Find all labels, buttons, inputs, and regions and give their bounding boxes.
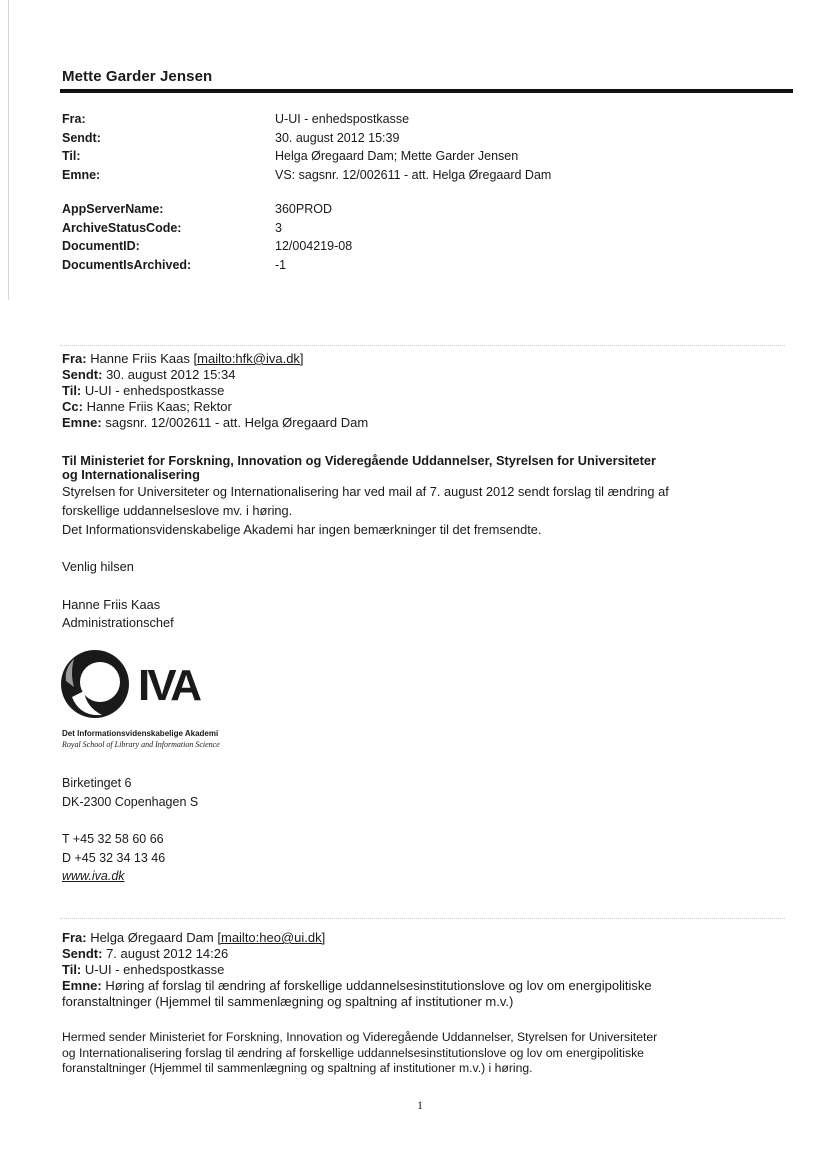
to-value: Helga Øregaard Dam; Mette Garder Jensen (275, 149, 519, 163)
phone-t: T +45 32 58 60 66 (62, 832, 164, 846)
m2-from-name: Helga Øregaard Dam (90, 930, 214, 945)
m1-cc-label: Cc: (62, 399, 83, 414)
appserver-value: 360PROD (275, 202, 332, 216)
m2-sent-value: 7. august 2012 14:26 (106, 946, 229, 961)
header-divider (60, 89, 793, 93)
mailbox-owner-name: Mette Garder Jensen (62, 68, 213, 85)
message-separator-2 (60, 918, 785, 919)
message1-header (62, 351, 792, 431)
m2-body-line3: foranstaltninger (Hjemmel til sammenlægning og spaltning af institutioner m.v.) i høring. (62, 1061, 533, 1075)
logo-org-subtitle: Royal School of Library and Information Science (62, 740, 220, 749)
document-id-value: 12/004219-08 (275, 239, 353, 253)
message2-header (62, 930, 792, 1010)
from-label: Fra: (62, 112, 86, 126)
signer-title: Administrationschef (62, 615, 174, 630)
m1-body-line2: forskellige uddannelseslove mv. i høring. (62, 503, 293, 518)
archive-status-value: 3 (275, 220, 282, 235)
archive-status-label: ArchiveStatusCode: (62, 220, 182, 235)
phone-block (62, 830, 165, 886)
m1-title-line2: og Internationalisering (62, 467, 200, 482)
m2-to-label: Til: (62, 962, 82, 977)
m1-sent-label: Sendt: (62, 367, 103, 382)
m2-to-value: U-UI - enhedspostkasse (84, 962, 225, 977)
m2-subject-line1: Høring af forslag til ændring af forskellige uddannelsesinstitutionslove og lov om energipolitiske (105, 978, 652, 993)
is-archived-value: -1 (275, 257, 287, 272)
message-separator (60, 345, 785, 346)
logo-org-name: Det Informationsvidenskabelige Akademi (62, 729, 219, 738)
iva-logo-emblem (61, 650, 129, 718)
m2-from-label: Fra: (62, 930, 87, 945)
address-line2: DK-2300 Copenhagen S (62, 794, 199, 809)
m2-sent-label: Sendt: (62, 946, 103, 961)
message2-body (62, 1030, 762, 1077)
signer-name: Hanne Friis Kaas (62, 597, 161, 612)
m2-body-line2: og Internationalisering forslag til ændring af forskellige uddannelsesinstitutionslove og lov om energipolitiske (62, 1045, 644, 1060)
sent-value: 30. august 2012 15:39 (275, 130, 400, 145)
from-value: U-UI - enhedspostkasse (275, 112, 410, 126)
m1-sent-value: 30. august 2012 15:34 (106, 367, 236, 382)
m1-to-label: Til: (62, 383, 82, 398)
m2-mailto-link[interactable]: [mailto:heo@ui.dk] (217, 930, 326, 945)
m1-title-line1: Til Ministeriet for Forskning, Innovation og Videregående Uddannelser, Styrelsen for Universiteter (62, 453, 657, 468)
subject-value: VS: sagsnr. 12/002611 - att. Helga Øregaard Dam (275, 167, 552, 182)
m1-body-line3: Det Informationsvidenskabelige Akademi har ingen bemærkninger til det fremsendte. (62, 522, 542, 537)
page-number: 1 (417, 1098, 423, 1112)
phone-d: D +45 32 34 13 46 (62, 850, 166, 865)
message1-body (62, 454, 767, 539)
margin-rule (8, 0, 9, 300)
email-header (62, 110, 782, 184)
subject-label: Emne: (62, 167, 101, 182)
archive-metadata (62, 200, 782, 274)
to-label: Til: (62, 149, 81, 163)
m1-to-value: U-UI - enhedspostkasse (84, 383, 225, 398)
document-id-label: DocumentID: (62, 239, 140, 253)
m1-body-line1: Styrelsen for Universiteter og Internationalisering har ved mail af 7. august 2012 sendt forslag til ændring af (62, 484, 669, 499)
m1-mailto-link[interactable]: [mailto:hfk@iva.dk] (193, 351, 304, 366)
appserver-label: AppServerName: (62, 202, 164, 216)
m1-from-name: Hanne Friis Kaas (90, 351, 190, 366)
address-block (62, 774, 198, 811)
m2-body-line1: Hermed sender Ministeriet for Forskning, Innovation og Videregående Uddannelser, Styrelsen for Universiteter (62, 1030, 658, 1044)
m2-subject-label: Emne: (62, 978, 102, 993)
website-link[interactable]: www.iva.dk (62, 869, 125, 883)
m1-subject-value: sagsnr. 12/002611 - att. Helga Øregaard Dam (105, 415, 369, 430)
m1-from-label: Fra: (62, 351, 87, 366)
sent-label: Sendt: (62, 130, 101, 145)
iva-logo-text: IVA (138, 661, 200, 710)
address-line1: Birketinget 6 (62, 776, 132, 790)
greeting: Venlig hilsen (62, 559, 134, 574)
m2-subject-line2: foranstaltninger (Hjemmel til sammenlægning og spaltning af institutioner m.v.) (62, 994, 514, 1009)
is-archived-label: DocumentIsArchived: (62, 257, 192, 272)
m1-subject-label: Emne: (62, 415, 102, 430)
m1-cc-value: Hanne Friis Kaas; Rektor (86, 399, 232, 414)
